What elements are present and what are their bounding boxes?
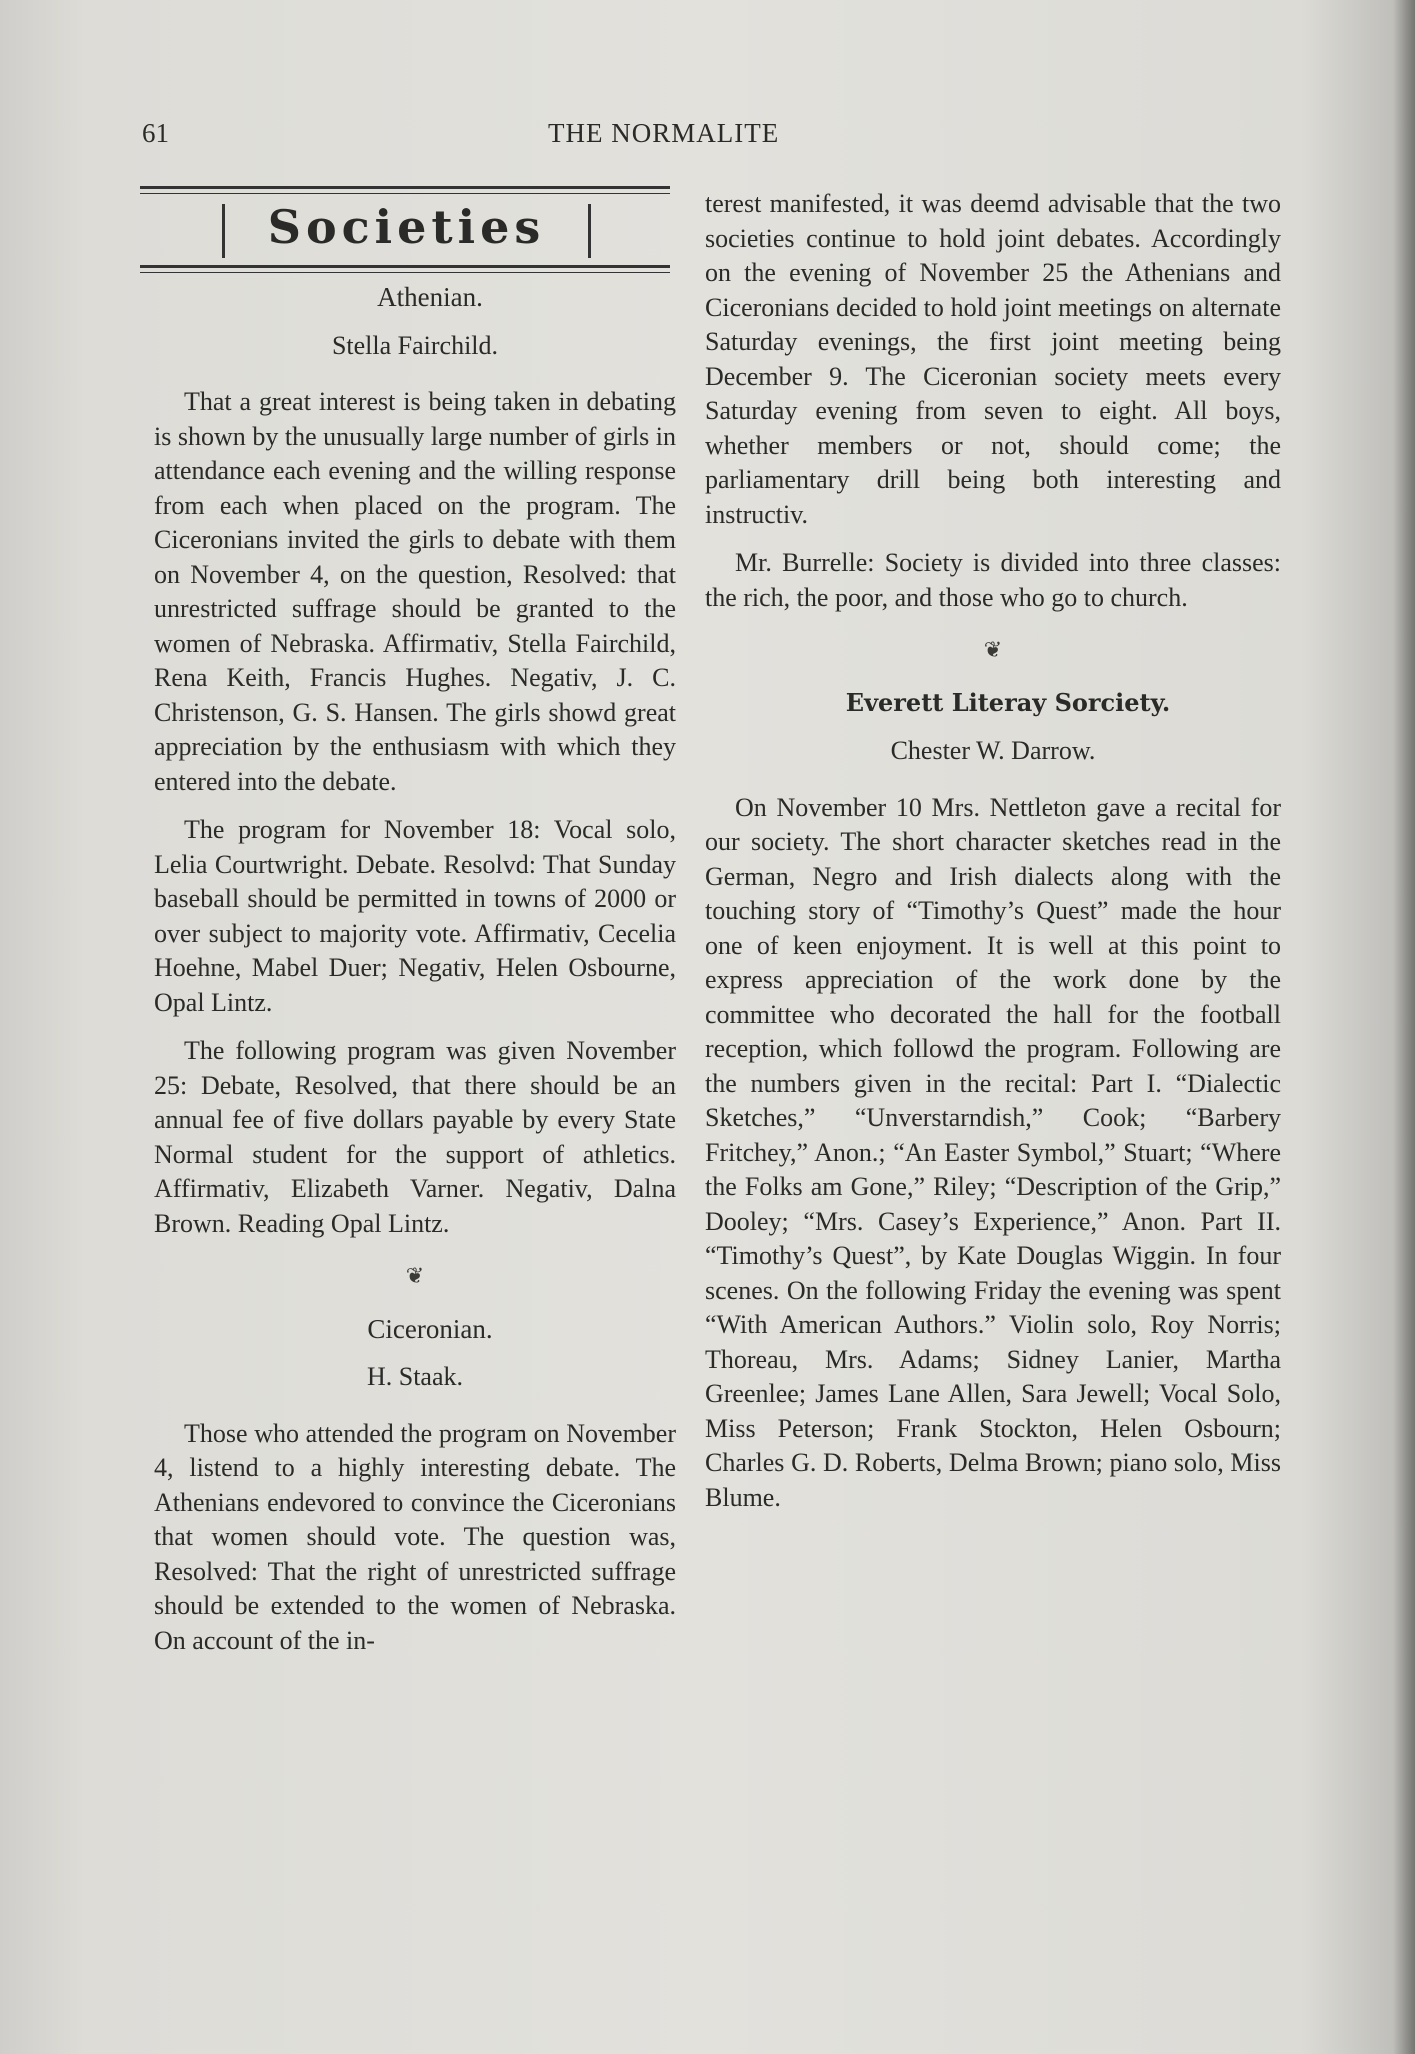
everett-heading: Everett Literay Sorciety. <box>845 687 1171 717</box>
everett-paragraph-1: On November 10 Mrs. Nettleton gave a recital for our society. The short character sketches read in the German, Negro and Irish dialects along with the touching story of “Timothy’s Quest” made the hour one of keen enjoyment. It is well at this point to express appreciation of the work done by the committee who decorated the hall for the football reception, which followd the program. Following are the numbers given in the recital: Part I. “Dialectic Sketches,” “Unverstarndish,” Cook; “Barbery Fritchey,” Anon.; “An Easter Symbol,” Stuart; “Where the Folks am Gone,” Riley; “Description of the Grip,” Dooley; “Mrs. Casey’s Experience,” Anon. Part II. “Timothy’s Quest”, by Kate Douglas Wiggin. In four scenes. On the following Friday the evening was spent “With American Authors.” Violin solo, Roy Norris; Thoreau, Mrs. Adams; Sidney Lanier, Martha Greenlee; James Lane Allen, Sara Jewell; Vocal Solo, Miss Peterson; Frank Stockton, Helen Osbourn; Charles G. D. Roberts, Delma Brown; piano solo, Miss Blume. <box>705 792 1281 1512</box>
ciceronian-heading: Ciceronian. <box>367 1313 493 1344</box>
banner-bar-right <box>588 204 591 258</box>
banner-rule-bottom-thin <box>140 272 670 273</box>
athenian-paragraph-1: That a great interest is being taken in debating is shown by the unusually large number of girls in attendance each evening and the willing response from each when placed on the program. The Ciceronians invited the girls to debate with them on November 4, on the question, Resolved: that unrestricted suffrage should be granted to the women of Nebraska. Affirmativ, Stella Fairchild, Rena Keith, Francis Hughes. Negativ, J. C. Christenson, G. S. Hansen. The girls showd great appreciation by the enthusiasm with which they entered into the debate. <box>154 387 676 796</box>
ornament-icon: ❦ <box>983 637 1003 662</box>
banner-rule-top <box>140 186 670 189</box>
athenian-paragraph-3: The following program was given November 25: Debate, Resolved, that there should be an annual fee of five dollars payable by every State Normal student for the support of athletics. Affirmativ, Elizabeth Varner. Negativ, Dalna Brown. Reading Opal Lintz. <box>154 1036 676 1238</box>
athenian-author: Stella Fairchild. <box>331 330 499 360</box>
page-edge-shadow <box>1393 0 1415 2054</box>
right-column <box>705 187 1281 1529</box>
ciceronian-author: H. Staak. <box>366 1362 464 1391</box>
ciceronian-paragraph-1-continued: terest manifested, it was deemd advisable that the two societies continue to hold joint debates. Accordingly on the evening of November 25 the Athenians and Ciceronians decided to hold joint meetings on alternate Saturday evenings, the first joint meeting being December 9. The Ciceronian society meets every Saturday evening from seven to eight. All boys, whether members or not, should come; the parliamentary drill being both interesting and instructiv. <box>705 189 1281 529</box>
page-number: 61 <box>142 118 169 148</box>
athenian-heading: Athenian. <box>377 282 483 312</box>
section-banner <box>140 186 670 278</box>
section-title: Societies <box>267 200 546 254</box>
banner-rule-bottom <box>140 265 670 268</box>
ciceronian-paragraph-1: Those who attended the program on November 4, listend to a highly interesting debate. The Athenians endevored to convince the Ciceronians that women should vote. The question was, Resolved: That the right of unrestricted suffrage should be extended to the women of Nebraska. On account of the in- <box>154 1418 676 1655</box>
everett-author: Chester W. Darrow. <box>890 736 1096 765</box>
running-title: THE NORMALITE <box>548 118 780 148</box>
athenian-paragraph-2: The program for November 18: Vocal solo, Lelia Courtwright. Debate. Resolvd: That Sunday baseball should be permitted in towns of 2000 or over subject to majority vote. Affirmativ, Cecelia Hoehne, Mabel Duer; Negativ, Helen Osbourne, Opal Lintz. <box>154 815 676 1017</box>
left-column <box>154 280 676 1672</box>
banner-rule-top-thin <box>140 193 670 194</box>
ciceronian-paragraph-2: Mr. Burrelle: Society is divided into three classes: the rich, the poor, and those who go to church. <box>705 548 1281 612</box>
ornament-icon: ❦ <box>405 1263 425 1288</box>
